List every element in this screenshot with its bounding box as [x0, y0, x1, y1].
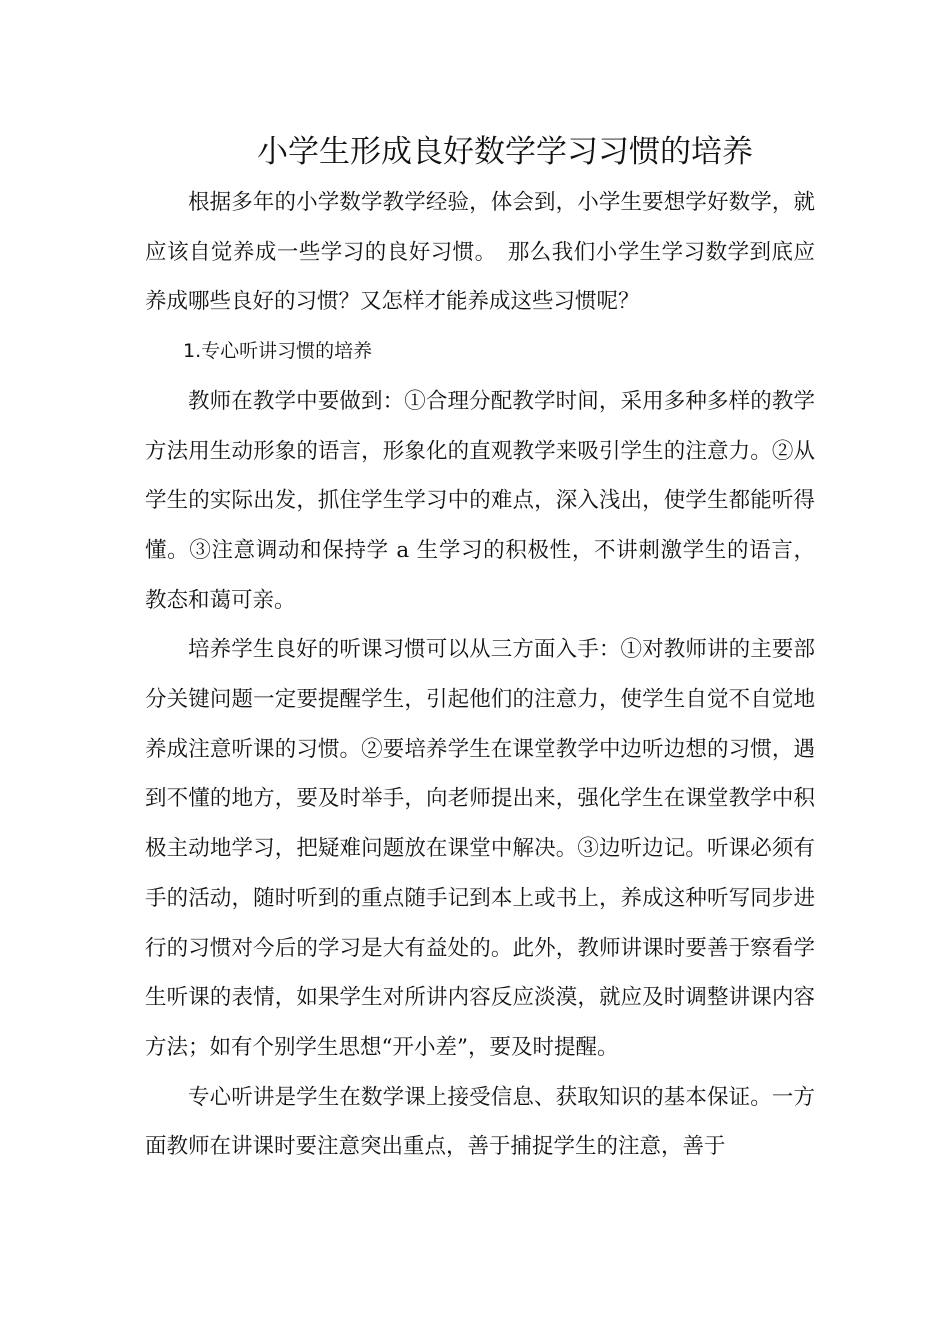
document-body	[145, 178, 815, 1172]
document-title: 小学生形成良好数学学习习惯的培养	[257, 134, 753, 170]
paragraph-teacher-duties: 教师在教学中要做到：①合理分配教学时间，采用多种多样的教学方法用生动形象的语言，形象化的直观教学来吸引学生的注意力。②从学生的实际出发，抓住学生学习中的难点，深入浅出，使学生都能听得懂。③注意调动和保持学 a 生学习的积极性，不讲刺激学生的语言，教态和蔼可亲。	[145, 388, 815, 613]
paragraph-intro: 根据多年的小学数学教学经验，体会到，小学生要想学好数学，就应该自觉养成一些学习的良好习惯。 那么我们小学生学习数学到底应养成哪些良好的习惯？又怎样才能养成这些习惯呢？	[145, 190, 815, 315]
section-heading: 1.专心听讲习惯的培养	[183, 340, 373, 363]
paragraph-attentive-listening: 专心听讲是学生在数学课上接受信息、获取知识的基本保证。一方面教师在讲课时要注意突出重点，善于捕捉学生的注意，善于	[145, 1084, 815, 1160]
paragraph-listening-habits: 培养学生良好的听课习惯可以从三方面入手：①对教师讲的主要部分关键问题一定要提醒学生，引起他们的注意力，使学生自觉不自觉地养成注意听课的习惯。②要培养学生在课堂教学中边听边想的习惯，遇到不懂的地方，要及时举手，向老师提出来，强化学生在课堂教学中积极主动地学习，把疑难问题放在课堂中解决。③边听边记。听课必须有手的活动，随时听到的重点随手记到本上或书上，养成这种听写同步进行的习惯对今后的学习是大有益处的。此外，教师讲课时要善于察看学生听课的表情，如果学生对所讲内容反应淡漠，就应及时调整讲课内容方法；如有个别学生思想“开小差”，要及时提醒。	[145, 637, 815, 1060]
